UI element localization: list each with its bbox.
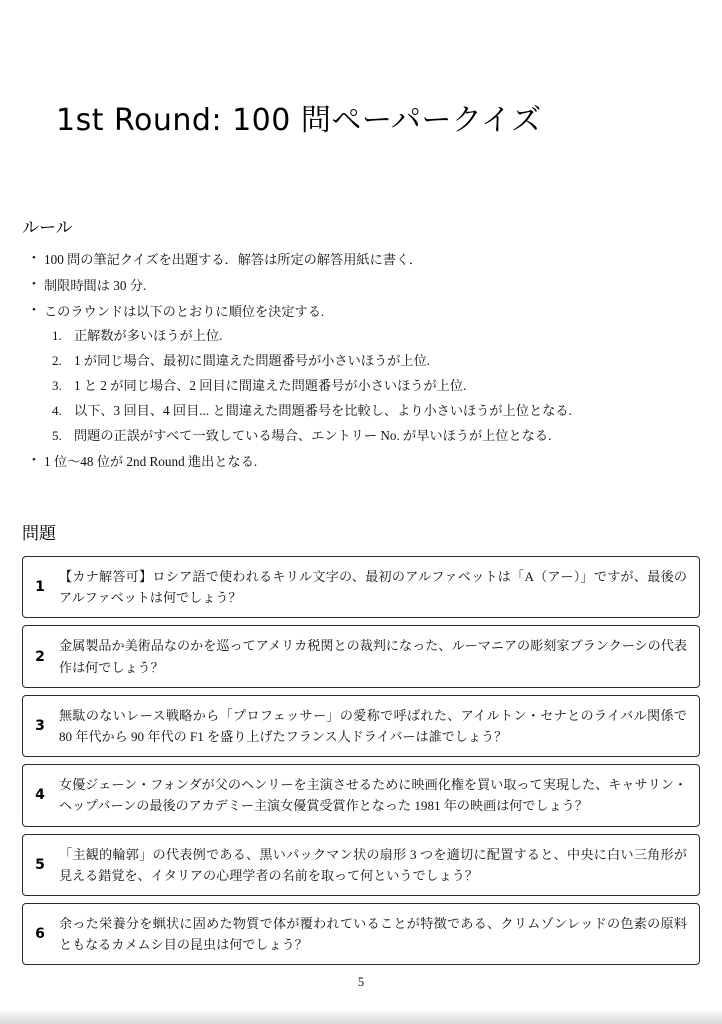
question-text: 余った栄養分を蝋状に固めた物質で体が覆われていることが特徴である、クリムゾンレッドの色素の原料ともなるカメムシ目の昆虫は何でしょう？: [59, 916, 687, 953]
question-text: 金属製品か美術品なのかを巡ってアメリカ税関との裁判になった、ルーマニアの彫刻家ブランクーシの代表作は何でしょう？: [59, 638, 687, 675]
list-item: [22, 454, 692, 471]
list-item: [44, 328, 692, 345]
rules-list: [22, 252, 692, 470]
rule-subtext: 正解数が多いほうが上位.: [74, 327, 223, 343]
rule-sublist: [44, 328, 692, 445]
page-number: 5: [357, 975, 365, 989]
question-row: [22, 695, 700, 757]
questions-section: [22, 556, 700, 972]
question-row: [22, 625, 700, 687]
rule-subtext: 1 が同じ場合、最初に間違えた問題番号が小さいほうが上位.: [74, 352, 431, 368]
questions-heading: 問題: [22, 524, 56, 544]
rule-text: 制限時間は 30 分.: [44, 278, 147, 293]
question-row: [22, 556, 700, 618]
rule-subtext: 問題の正誤がすべて一致している場合、エントリー No. が早いほうが上位となる.: [74, 427, 552, 443]
question-text: 【カナ解答可】ロシア語で使われるキリル文字の、最初のアルファベットは「А（アー）」ですが、最後のアルファベットは何でしょう？: [59, 569, 687, 606]
question-number: 6: [35, 926, 45, 943]
question-row: [22, 903, 700, 965]
list-item: [44, 428, 692, 445]
rule-text: 1 位〜48 位が 2nd Round 進出となる.: [44, 453, 258, 469]
list-item: [22, 252, 692, 269]
question-number: 3: [35, 718, 45, 735]
question-text: 無駄のないレース戦略から「プロフェッサー」の愛称で呼ばれた、アイルトン・セナとのライバル関係で 80 年代から 90 年代の F1 を盛り上げたフランス人ドライバーは誰でしょう？: [59, 707, 687, 745]
rule-text: このラウンドは以下のとおりに順位を決定する.: [44, 304, 325, 319]
question-row: [22, 834, 700, 896]
question-text: 女優ジェーン・フォンダが父のヘンリーを主演させるために映画化権を買い取って実現した、キャサリン・ヘップバーンの最後のアカデミー主演女優賞受賞作となった 1981 年の映画は何でしょう？: [59, 777, 687, 814]
question-row: [22, 764, 700, 826]
rules-section: [22, 252, 692, 480]
list-item: [22, 278, 692, 295]
rule-subtext: 1 と 2 が同じ場合、2 回目に間違えた問題番号が小さいほうが上位.: [74, 377, 467, 393]
list-item: [22, 304, 692, 444]
page-edge-shadow: [0, 1010, 722, 1024]
list-item: [44, 353, 692, 370]
rules-heading: ルール: [22, 218, 73, 238]
rule-subtext: 以下、3 回目、4 回目... と間違えた問題番号を比較し、より小さいほうが上位となる.: [74, 402, 572, 418]
list-item: [44, 403, 692, 420]
list-item: [44, 378, 692, 395]
question-number: 2: [35, 648, 45, 665]
question-number: 1: [35, 579, 45, 596]
question-text: 「主観的輪郭」の代表例である、黒いパックマン状の扇形 3 つを適切に配置すると、中央に白い三角形が見える錯覚を、イタリアの心理学者の名前を取って何というでしょう？: [59, 846, 687, 883]
page-title: 1st Round: 100 問ペーパークイズ: [56, 103, 542, 138]
rule-text: 100 問の筆記クイズを出題する．解答は所定の解答用紙に書く．: [44, 252, 423, 267]
question-number: 5: [35, 856, 45, 873]
question-number: 4: [35, 787, 45, 804]
